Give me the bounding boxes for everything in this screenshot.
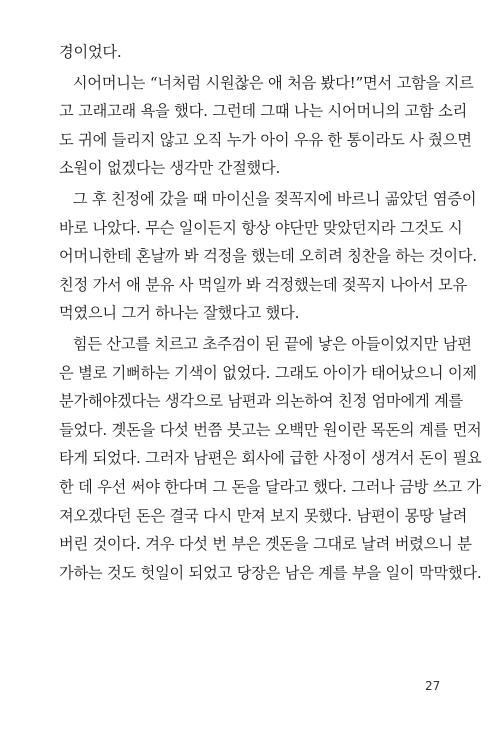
page-number: 27	[425, 679, 441, 693]
paragraph	[59, 185, 477, 328]
text-line: 도 귀에 들리지 않고 오직 누가 아이 우유 한 통이라도 사 줬으면	[59, 130, 472, 149]
text-line: 고 고래고래 욕을 했다. 그런데 그때 나는 시어머니의 고함 소리	[59, 102, 468, 121]
text-line: 타게 되었다. 그러자 남편은 회사에 급한 사정이 생겨서 돈이 필요	[59, 449, 482, 468]
text-line: 버린 것이다. 겨우 다섯 번 부은 곗돈을 그대로 날려 버렸으니 분	[59, 535, 472, 554]
text-line: 분가해야겠다는 생각으로 남편과 의논하여 친정 엄마에게 계를	[59, 392, 464, 411]
text-line: 소원이 없겠다는 생각만 간절했다.	[59, 159, 281, 178]
text-line: 바로 나았다. 무슨 일이든지 항상 야단만 맞았던지라 그것도 시	[59, 218, 463, 237]
text-line: 한 데 우선 써야 한다며 그 돈을 달라고 했다. 그러나 금방 쓰고 가	[59, 477, 481, 496]
paragraph	[59, 330, 482, 587]
text-line: 들었다. 곗돈을 다섯 번쯤 붓고는 오백만 원이란 목돈의 계를 먼저	[59, 420, 482, 439]
paragraph	[59, 38, 459, 67]
text-line: 어머니한테 혼날까 봐 걱정을 했는데 오히려 칭찬을 하는 것이다.	[59, 247, 477, 266]
text-line: 져오겠다던 돈은 결국 다시 만져 보지 못했다. 남편이 몽땅 날려	[59, 506, 468, 525]
text-line: 은 별로 기뻐하는 기색이 없었다. 그래도 아이가 태어났으니 이제	[59, 363, 477, 382]
text-line: 경이었다.	[59, 43, 122, 61]
text-line: 그 후 친정에 갔을 때 마이신을 젖꼭지에 바르니 곪았던 염증이	[59, 189, 477, 208]
text-line: 가하는 것도 헛일이 되었고 당장은 남은 계를 부을 일이 막막했다.	[59, 563, 482, 582]
text-line: 친정 가서 애 분유 사 먹일까 봐 걱정했는데 젖꼭지 나아서 모유	[59, 275, 468, 294]
text-line: 먹였으니 그거 하나는 잘했다고 했다.	[59, 304, 300, 323]
page-body-text	[59, 38, 482, 587]
paragraph	[59, 69, 474, 183]
text-line: 시어머니는 “너처럼 시원찮은 애 처음 봤다!”면서 고함을 지르	[59, 73, 474, 92]
text-line: 힘든 산고를 치르고 초주검이 된 끝에 낳은 아들이었지만 남편	[59, 334, 472, 353]
